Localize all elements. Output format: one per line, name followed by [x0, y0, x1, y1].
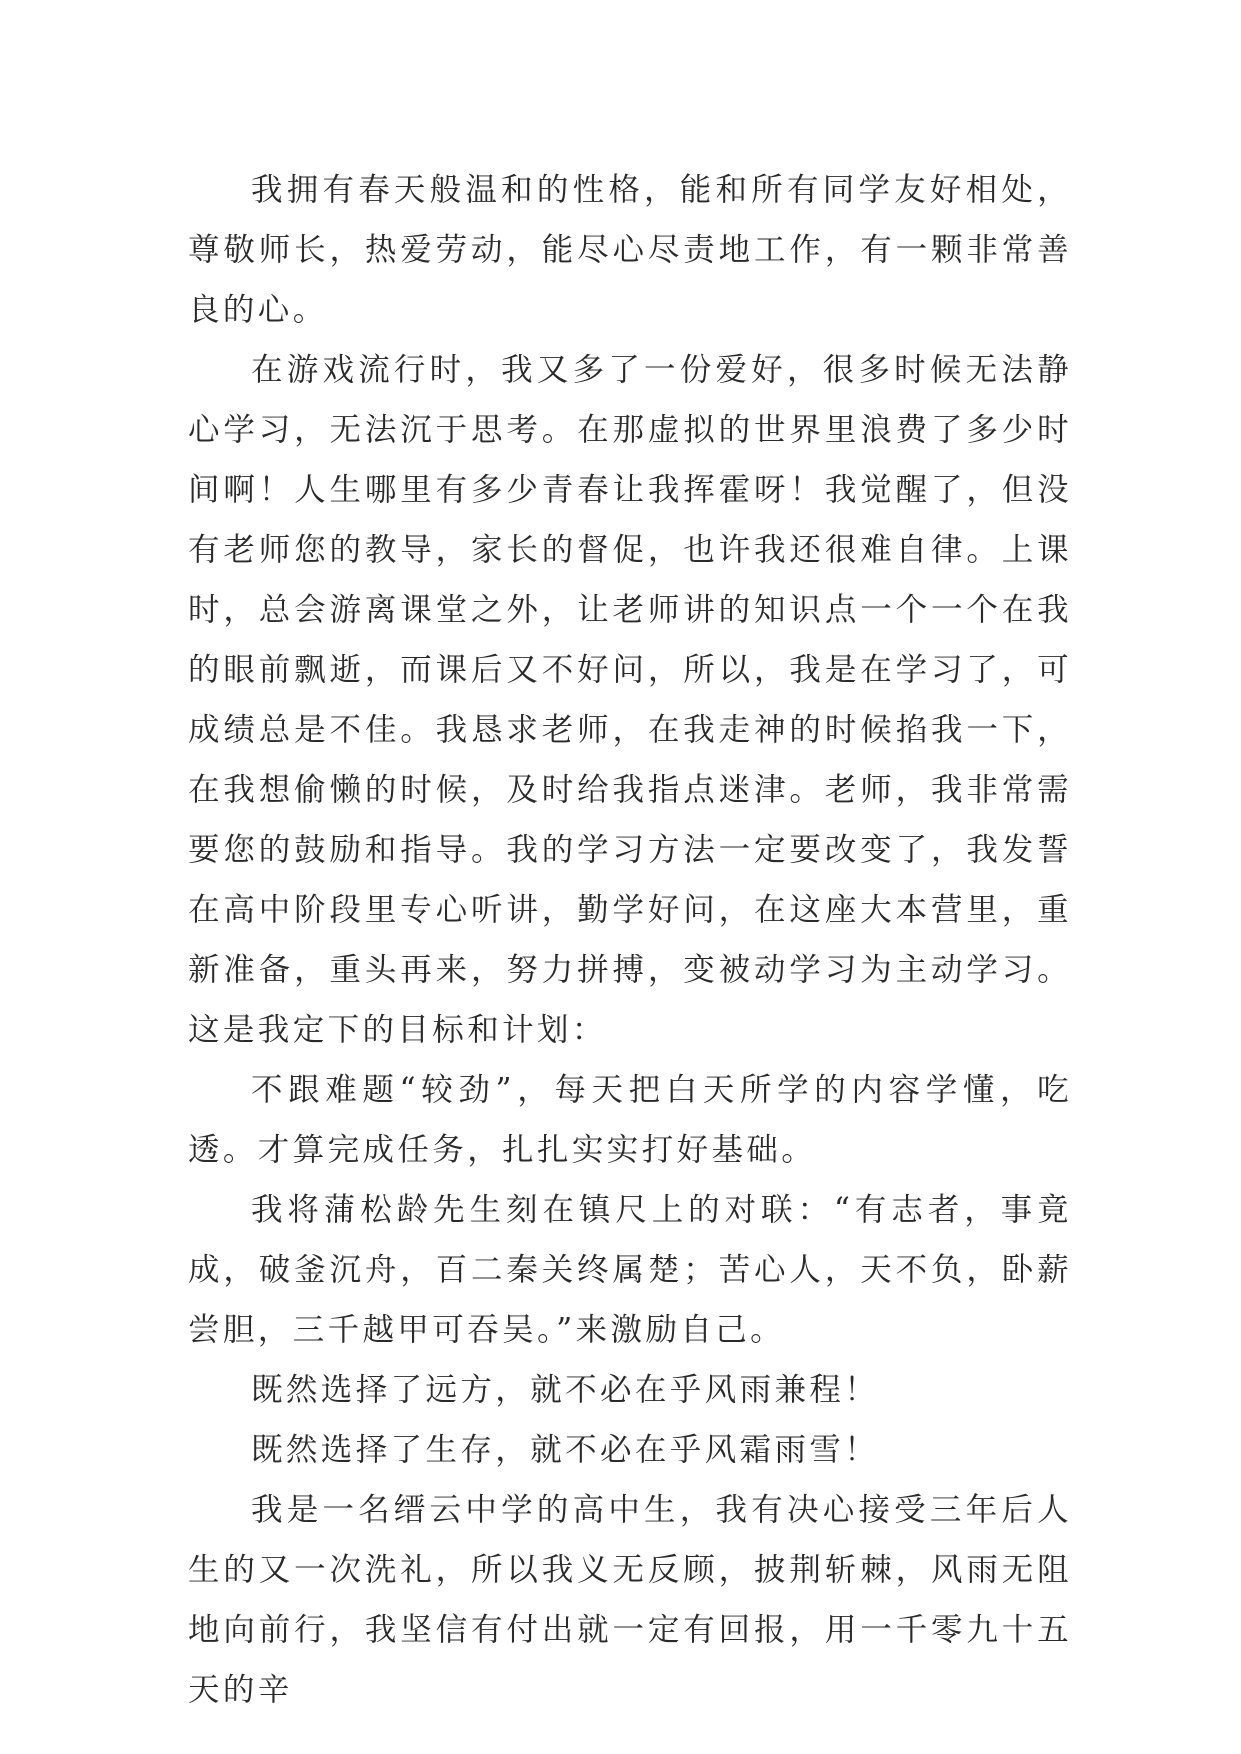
paragraph-gaming-reflection: 在游戏流行时，我又多了一份爱好，很多时候无法静心学习，无法沉于思考。在那虚拟的世界里浪费了多少时间啊！人生哪里有多少青春让我挥霍呀！我觉醒了，但没有老师您的教导，家长的督促，也许我还很难自律。上课时，总会游离课堂之外，让老师讲的知识点一个一个在我的眼前飘逝，而课后又不好问，所以，我是在学习了，可成绩总是不佳。我恳求老师，在我走神的时候掐我一下，在我想偷懒的时候，及时给我指点迷津。老师，我非常需要您的鼓励和指导。我的学习方法一定要改变了，我发誓在高中阶段里专心听讲，勤学好问，在这座大本营里，重新准备，重头再来，努力拼搏，变被动学习为主动学习。这是我定下的目标和计划： [188, 352, 1072, 1048]
document-body [188, 160, 1072, 1720]
paragraph-couplet: 我将蒲松龄先生刻在镇尺上的对联：“有志者，事竟成，破釜沉舟，百二秦关终属楚；苦心人，天不负，卧薪尝胆，三千越甲可吞吴。”来激励自己。 [188, 1192, 1072, 1348]
paragraph-motto-distance: 既然选择了远方，就不必在乎风雨兼程！ [251, 1372, 880, 1408]
paragraph-character: 我拥有春天般温和的性格，能和所有同学友好相处，尊敬师长，热爱劳动，能尽心尽责地工作，有一颗非常善良的心。 [188, 172, 1072, 328]
paragraph-motto-survival: 既然选择了生存，就不必在乎风霜雨雪！ [251, 1432, 880, 1468]
paragraph-resolution: 我是一名缙云中学的高中生，我有决心接受三年后人生的又一次洗礼，所以我义无反顾，披荆斩棘，风雨无阻地向前行，我坚信有付出就一定有回报，用一千零九十五天的辛 [188, 1492, 1072, 1708]
paragraph-study-plan: 不跟难题“较劲”，每天把白天所学的内容学懂，吃透。才算完成任务，扎扎实实打好基础。 [188, 1072, 1072, 1168]
